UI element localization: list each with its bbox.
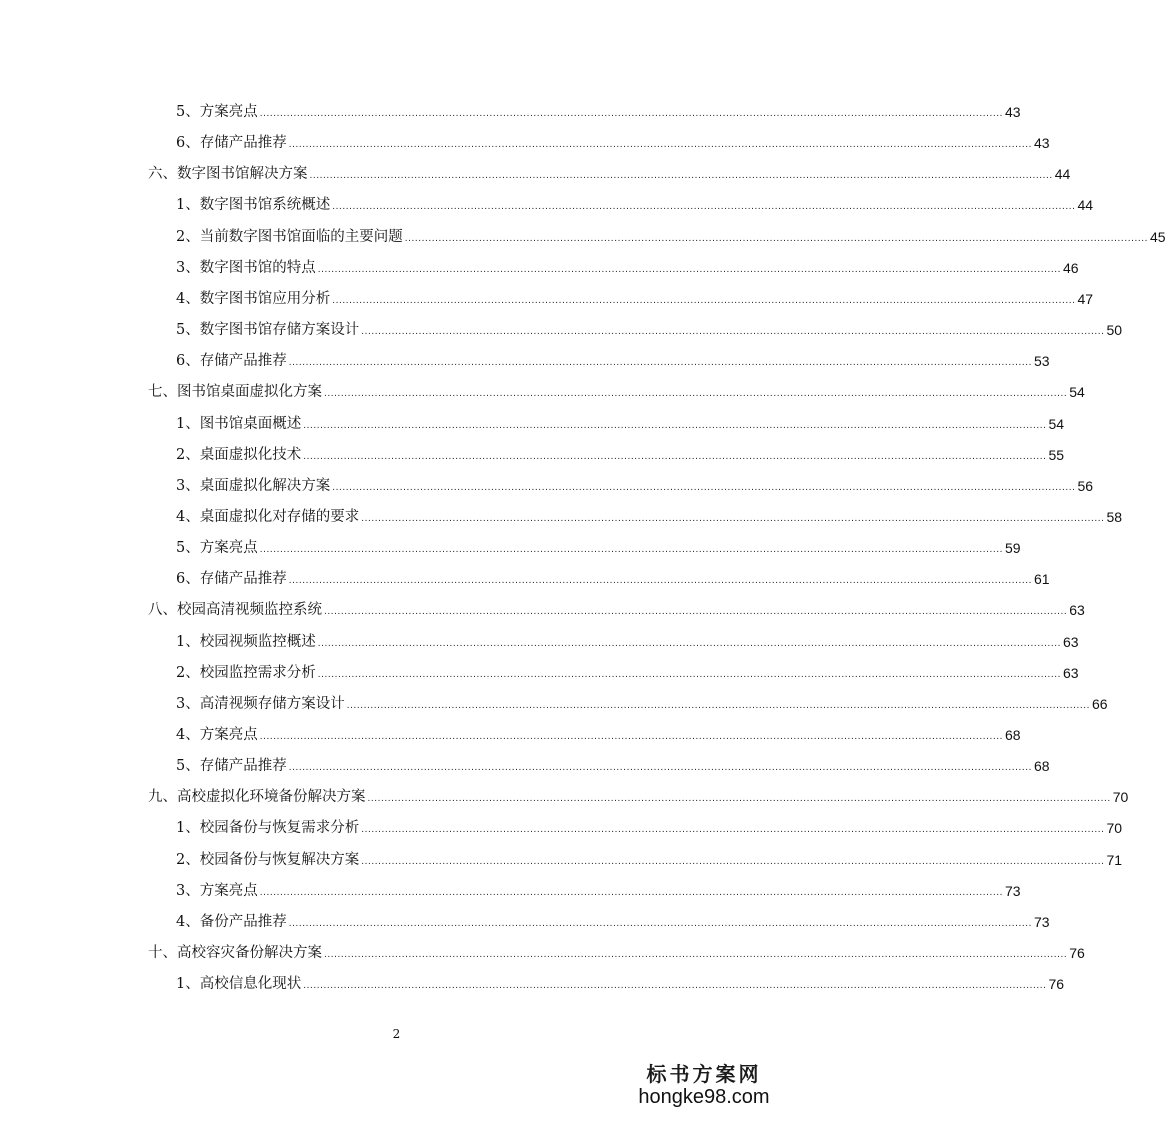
toc-section-entry[interactable] xyxy=(176,504,1123,526)
toc-dot-leader: ............................................................................................................................................................................................................................ xyxy=(404,232,1148,244)
toc-section-entry[interactable] xyxy=(176,753,1050,775)
toc-dot-leader: ............................................................................................................................................................................................................................ xyxy=(288,357,1032,369)
toc-dot-leader: ............................................................................................................................................................................................................................ xyxy=(309,170,1053,182)
page-number: 2 xyxy=(392,1027,401,1041)
toc-entry-title: 1、高校信息化现状 xyxy=(176,976,302,993)
toc-entry-title: 5、数字图书馆存储方案设计 xyxy=(176,322,360,338)
toc-entry-page: 54 xyxy=(1069,384,1085,401)
toc-entry-page: 58 xyxy=(1106,508,1123,525)
toc-entry-title: 1、数字图书馆系统概述 xyxy=(176,197,331,214)
toc-dot-leader: ............................................................................................................................................................................................................................ xyxy=(288,139,1032,151)
toc-section-entry[interactable] xyxy=(176,660,1079,682)
toc-entry-title: 6、存储产品推荐 xyxy=(176,135,287,152)
toc-entry-title: 2、校园备份与恢复解决方案 xyxy=(176,851,360,868)
toc-entry-title: 1、图书馆桌面概述 xyxy=(176,415,302,432)
toc-entry-page: 63 xyxy=(1062,664,1079,681)
toc-section-entry[interactable] xyxy=(176,815,1123,837)
toc-entry-page: 73 xyxy=(1004,882,1021,899)
toc-entry-page: 66 xyxy=(1091,695,1108,712)
toc-entry-page: 70 xyxy=(1106,820,1123,837)
toc-section-entry[interactable] xyxy=(176,99,1021,121)
toc-section-entry[interactable] xyxy=(176,442,1065,464)
toc-entry-title: 2、当前数字图书馆面临的主要问题 xyxy=(176,228,403,245)
toc-entry-title: 2、桌面虚拟化技术 xyxy=(176,446,302,463)
toc-dot-leader: ............................................................................................................................................................................................................................ xyxy=(259,886,1003,898)
toc-entry-title: 5、方案亮点 xyxy=(176,104,258,120)
toc-dot-leader: ............................................................................................................................................................................................................................ xyxy=(346,699,1090,711)
toc-dot-leader: ............................................................................................................................................................................................................................ xyxy=(324,949,1068,960)
toc-entry-page: 68 xyxy=(1033,758,1050,775)
watermark-title: 标书方案网 xyxy=(646,1062,762,1086)
toc-section-entry[interactable] xyxy=(176,847,1123,869)
toc-dot-leader: ............................................................................................................................................................................................................................ xyxy=(361,855,1105,867)
toc-section-entry[interactable] xyxy=(176,535,1021,557)
toc-section-entry[interactable] xyxy=(176,473,1094,495)
toc-entry-page: 61 xyxy=(1033,571,1050,588)
toc-dot-leader: ............................................................................................................................................................................................................................ xyxy=(361,512,1105,524)
toc-section-entry[interactable] xyxy=(176,192,1094,214)
toc-dot-leader: ............................................................................................................................................................................................................................ xyxy=(324,388,1068,400)
toc-entry-page: 50 xyxy=(1106,322,1123,338)
toc-entry-title: 4、数字图书馆应用分析 xyxy=(176,290,331,307)
watermark-logo xyxy=(629,1062,779,1108)
toc-section-entry[interactable] xyxy=(176,971,1065,993)
toc-dot-leader: ............................................................................................................................................................................................................................ xyxy=(259,544,1003,556)
toc-entry-title: 十、高校容灾备份解决方案 xyxy=(148,945,322,961)
toc-entry-page: 55 xyxy=(1048,446,1065,463)
toc-entry-title: 1、校园备份与恢复需求分析 xyxy=(176,820,360,837)
toc-entry-title: 5、方案亮点 xyxy=(176,540,258,557)
toc-entry-title: 4、备份产品推荐 xyxy=(176,913,287,930)
toc-entry-title: 6、存储产品推荐 xyxy=(176,353,287,370)
toc-dot-leader: ............................................................................................................................................................................................................................ xyxy=(324,606,1068,618)
toc-dot-leader: ............................................................................................................................................................................................................................ xyxy=(259,108,1003,119)
toc-dot-leader: ............................................................................................................................................................................................................................ xyxy=(303,450,1047,462)
toc-entry-page: 43 xyxy=(1033,135,1050,152)
toc-chapter-entry[interactable] xyxy=(148,379,1085,401)
toc-dot-leader: ............................................................................................................................................................................................................................ xyxy=(317,263,1061,275)
toc-entry-page: 76 xyxy=(1069,945,1085,961)
toc-dot-leader: ............................................................................................................................................................................................................................ xyxy=(332,481,1076,493)
toc-chapter-entry[interactable] xyxy=(148,940,1085,962)
toc-entry-page: 59 xyxy=(1004,540,1021,557)
toc-dot-leader: ............................................................................................................................................................................................................................ xyxy=(259,731,1003,742)
toc-entry-title: 4、桌面虚拟化对存储的要求 xyxy=(176,508,360,525)
toc-section-entry[interactable] xyxy=(176,411,1065,433)
toc-entry-title: 七、图书馆桌面虚拟化方案 xyxy=(148,384,322,401)
toc-entry-page: 70 xyxy=(1112,789,1129,806)
watermark-url: hongke98.com xyxy=(638,1086,770,1108)
toc-entry-page: 63 xyxy=(1069,602,1085,619)
toc-entry-page: 73 xyxy=(1033,913,1050,930)
toc-dot-leader: ............................................................................................................................................................................................................................ xyxy=(361,326,1105,337)
toc-dot-leader: ............................................................................................................................................................................................................................ xyxy=(288,917,1032,929)
toc-section-entry[interactable] xyxy=(176,878,1021,900)
toc-chapter-entry[interactable] xyxy=(148,784,1129,806)
toc-chapter-entry[interactable] xyxy=(148,597,1085,619)
toc-entry-page: 68 xyxy=(1004,727,1021,743)
toc-entry-page: 44 xyxy=(1054,166,1071,183)
toc-entry-title: 5、存储产品推荐 xyxy=(176,758,287,775)
toc-section-entry[interactable] xyxy=(176,255,1079,277)
toc-entry-page: 46 xyxy=(1062,259,1079,276)
toc-dot-leader: ............................................................................................................................................................................................................................ xyxy=(303,980,1047,992)
toc-entry-title: 6、存储产品推荐 xyxy=(176,571,287,588)
toc-dot-leader: ............................................................................................................................................................................................................................ xyxy=(367,793,1111,805)
toc-section-entry[interactable] xyxy=(176,348,1050,370)
toc-section-entry[interactable] xyxy=(176,566,1050,588)
toc-dot-leader: ............................................................................................................................................................................................................................ xyxy=(317,637,1061,649)
toc-section-entry[interactable] xyxy=(176,224,1166,246)
toc-dot-leader: ............................................................................................................................................................................................................................ xyxy=(317,668,1061,680)
toc-dot-leader: ............................................................................................................................................................................................................................ xyxy=(288,762,1032,774)
toc-entry-page: 54 xyxy=(1048,415,1065,432)
toc-entry-page: 76 xyxy=(1048,976,1065,993)
toc-entry-page: 44 xyxy=(1077,197,1094,214)
toc-chapter-entry[interactable] xyxy=(148,161,1071,183)
toc-section-entry[interactable] xyxy=(176,286,1094,308)
toc-entry-title: 3、桌面虚拟化解决方案 xyxy=(176,477,331,494)
toc-section-entry[interactable] xyxy=(176,317,1123,339)
toc-dot-leader: ............................................................................................................................................................................................................................ xyxy=(288,575,1032,587)
toc-entry-page: 43 xyxy=(1004,104,1021,120)
toc-entry-title: 4、方案亮点 xyxy=(176,727,258,743)
toc-section-entry[interactable] xyxy=(176,130,1050,152)
toc-entry-page: 63 xyxy=(1062,633,1079,650)
toc-entry-title: 2、校园监控需求分析 xyxy=(176,664,316,681)
toc-dot-leader: ............................................................................................................................................................................................................................ xyxy=(361,824,1105,836)
toc-entry-title: 3、数字图书馆的特点 xyxy=(176,259,316,276)
toc-section-entry[interactable] xyxy=(176,909,1050,931)
toc-entry-page: 47 xyxy=(1077,290,1094,307)
toc-dot-leader: ............................................................................................................................................................................................................................ xyxy=(332,294,1076,306)
toc-section-entry[interactable] xyxy=(176,691,1108,713)
toc-entry-title: 3、高清视频存储方案设计 xyxy=(176,695,345,712)
toc-entry-title: 八、校园高清视频监控系统 xyxy=(148,602,322,619)
toc-entry-title: 六、数字图书馆解决方案 xyxy=(148,166,308,183)
toc-section-entry[interactable] xyxy=(176,629,1079,651)
toc-entry-title: 1、校园视频监控概述 xyxy=(176,633,316,650)
toc-dot-leader: ............................................................................................................................................................................................................................ xyxy=(332,201,1076,213)
toc-entry-title: 3、方案亮点 xyxy=(176,882,258,899)
toc-section-entry[interactable] xyxy=(176,722,1021,744)
toc-dot-leader: ............................................................................................................................................................................................................................ xyxy=(303,419,1047,431)
toc-entry-page: 45 xyxy=(1149,228,1166,245)
toc-entry-page: 56 xyxy=(1077,477,1094,494)
toc-entry-title: 九、高校虚拟化环境备份解决方案 xyxy=(148,789,366,806)
toc-entry-page: 71 xyxy=(1106,851,1123,868)
toc-entry-page: 53 xyxy=(1033,353,1050,370)
